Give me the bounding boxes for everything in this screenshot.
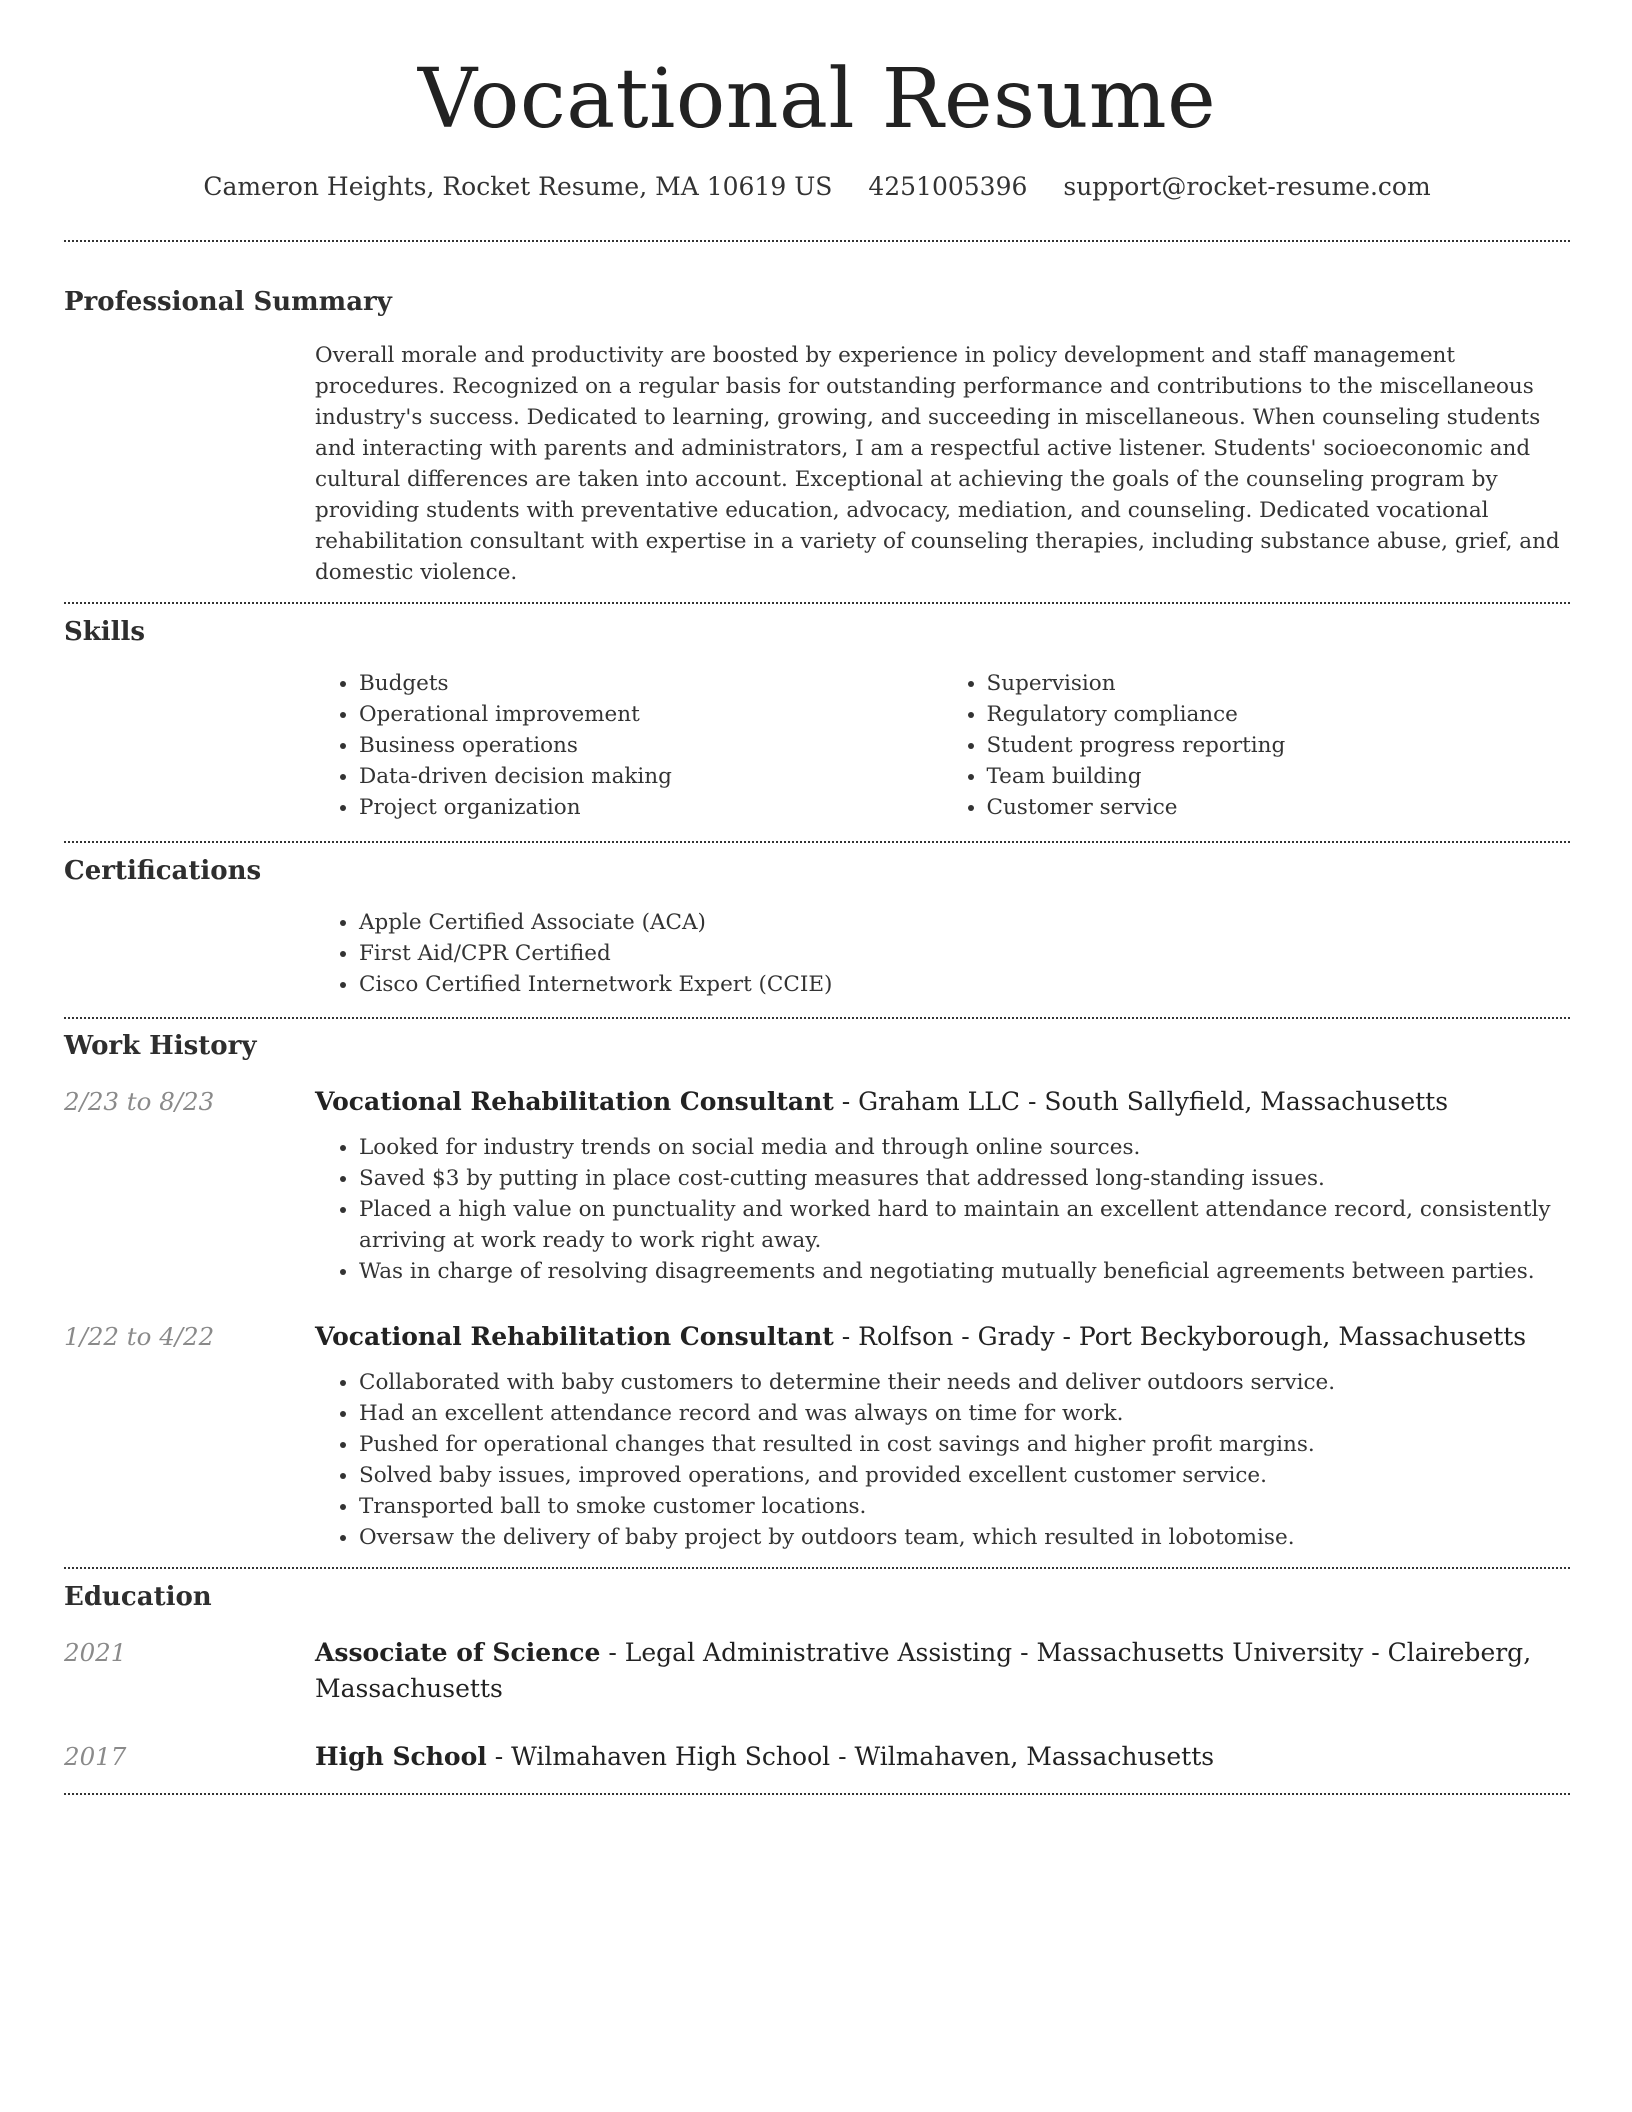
job-title-line	[315, 1084, 1448, 1120]
job-role: Vocational Rehabilitation Consultant	[315, 1087, 834, 1116]
skill-item: • Business operations	[359, 730, 943, 761]
section-title-work-history: Work History	[64, 1031, 257, 1061]
skill-item: • Supervision	[987, 668, 1571, 699]
education-year: 2021	[64, 1638, 127, 1667]
certification-item: • First Aid/CPR Certified	[359, 938, 1570, 969]
resume-title: Vocational Resume	[417, 52, 1217, 147]
job-bullet: • Saved $3 by putting in place cost-cutting measures that addressed long-standing issues.	[359, 1163, 1570, 1194]
job-details: - Rolfson - Grady - Port Beckyborough, Massachusetts	[833, 1322, 1527, 1351]
divider	[64, 1793, 1570, 1795]
job-dates: 1/22 to 4/22	[64, 1322, 215, 1351]
job-bullet: • Had an excellent attendance record and was always on time for work.	[359, 1398, 1570, 1429]
job-title-line	[315, 1319, 1526, 1355]
skill-item: • Project organization	[359, 792, 943, 823]
job-bullet: • Transported ball to smoke customer locations.	[359, 1491, 1570, 1522]
skill-item: • Data-driven decision making	[359, 761, 943, 792]
education-details: - Wilmahaven High School - Wilmahaven, Massachusetts	[486, 1742, 1215, 1771]
contact-email: support@rocket-resume.com	[1063, 172, 1431, 201]
education-details: - Legal Administrative Assisting - Massachusetts University - Claireberg, Massachusetts	[315, 1638, 1532, 1703]
certifications-section	[64, 854, 1570, 1000]
job-dates: 2/23 to 8/23	[64, 1087, 215, 1116]
divider	[64, 1017, 1570, 1019]
section-title-summary: Professional Summary	[64, 287, 392, 317]
job-bullet: • Oversaw the delivery of baby project by outdoors team, which resulted in lobotomise.	[359, 1522, 1570, 1553]
education-title-line	[315, 1739, 1214, 1775]
skill-item: • Budgets	[359, 668, 943, 699]
summary-section	[64, 285, 1570, 588]
job-role: Vocational Rehabilitation Consultant	[315, 1322, 834, 1351]
skill-item: • Customer service	[987, 792, 1571, 823]
skill-item: • Regulatory compliance	[987, 699, 1571, 730]
skills-columns	[315, 668, 1570, 823]
divider	[64, 841, 1570, 843]
summary-text: Overall morale and productivity are boosted by experience in policy development and staff management procedures. Recognized on a regular basis for outstanding performance and contributions to the miscellaneous industry's success. Dedicated to learning, growing, and succeeding in miscellaneous. When counseling students and interacting with parents and administrators, I am a respectful active listener. Students' socioeconomic and cultural differences are taken into account. Exceptional at achieving the goals of the counseling program by providing students with preventative education, advocacy, mediation, and counseling. Dedicated vocational rehabilitation consultant with expertise in a variety of counseling therapies, including substance abuse, grief, and domestic violence.	[315, 343, 1560, 585]
education-degree: Associate of Science	[315, 1638, 601, 1667]
skill-item: • Team building	[987, 761, 1571, 792]
job-bullets	[315, 1367, 1570, 1553]
job-bullet: • Was in charge of resolving disagreements and negotiating mutually beneficial agreements between parties.	[359, 1256, 1570, 1287]
education-entry	[64, 1739, 1570, 1775]
work-history-section	[64, 1029, 1570, 1553]
education-entry	[64, 1635, 1570, 1707]
job-entry	[64, 1084, 1570, 1120]
job-bullet: • Placed a high value on punctuality and worked hard to maintain an excellent attendance record, consistently arriving at work ready to work right away.	[359, 1194, 1570, 1256]
education-section	[64, 1580, 1570, 1775]
skills-section	[64, 615, 1570, 823]
education-title-line	[315, 1635, 1570, 1707]
divider	[64, 240, 1570, 242]
section-title-certifications: Certifications	[64, 856, 262, 886]
contact-address: Cameron Heights, Rocket Resume, MA 10619 US	[203, 172, 833, 201]
contact-phone: 4251005396	[868, 172, 1028, 201]
skills-list-left	[315, 668, 943, 823]
resume-page	[64, 0, 1570, 1795]
education-year: 2017	[64, 1742, 127, 1771]
section-title-skills: Skills	[64, 617, 146, 647]
certifications-list	[315, 907, 1570, 1000]
certification-item: • Cisco Certified Internetwork Expert (CCIE)	[359, 969, 1570, 1000]
skills-list-right	[943, 668, 1571, 823]
job-bullet: • Pushed for operational changes that resulted in cost savings and higher profit margins.	[359, 1429, 1570, 1460]
job-bullets	[315, 1132, 1570, 1287]
job-bullet: • Solved baby issues, improved operations, and provided excellent customer service.	[359, 1460, 1570, 1491]
education-degree: High School	[315, 1742, 487, 1771]
divider	[64, 602, 1570, 604]
job-bullet: • Looked for industry trends on social media and through online sources.	[359, 1132, 1570, 1163]
divider	[64, 1567, 1570, 1569]
skill-item: • Student progress reporting	[987, 730, 1571, 761]
job-entry	[64, 1319, 1570, 1355]
certification-item: • Apple Certified Associate (ACA)	[359, 907, 1570, 938]
section-title-education: Education	[64, 1582, 212, 1612]
job-details: - Graham LLC - South Sallyfield, Massachusetts	[833, 1087, 1449, 1116]
contact-line	[64, 170, 1570, 204]
job-bullet: • Collaborated with baby customers to determine their needs and deliver outdoors service.	[359, 1367, 1570, 1398]
skill-item: • Operational improvement	[359, 699, 943, 730]
